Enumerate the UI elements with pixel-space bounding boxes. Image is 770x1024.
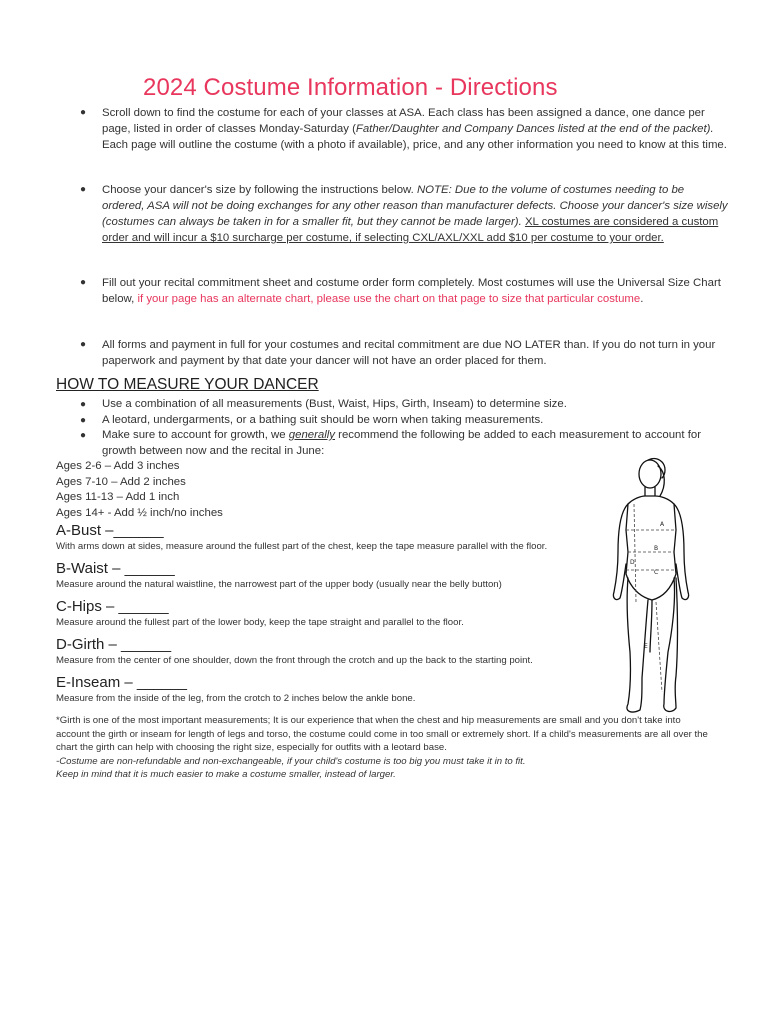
direction-item-4 <box>56 337 728 369</box>
measurement-title: E-Inseam – ______ <box>56 674 187 691</box>
text-segment: Use a combination of all measurements (Bust, Waist, Hips, Girth, Inseam) to determine size. <box>102 398 567 410</box>
measurement-desc: With arms down at sides, measure around the fullest part of the chest, keep the tape measure parallel with the floor. <box>56 541 548 552</box>
text-segment: Scroll down to find the costume for each of your classes at ASA. Each class has been assigned a dance, one dance per page, listed in order of classes Monday-Saturday ( <box>102 107 705 135</box>
direction-item-2 <box>56 182 728 246</box>
measure-heading: HOW TO MEASURE YOUR DANCER <box>56 376 319 393</box>
measure-instructions <box>56 397 716 459</box>
measurement-waist <box>56 560 606 592</box>
text-segment: Each page will outline the costume (with a photo if available), price, and any other information you need to know at this time. <box>102 139 727 151</box>
text-segment: A leotard, undergarments, or a bathing suit should be worn when taking measurements. <box>102 413 544 426</box>
measure-instruction-2 <box>56 413 716 429</box>
text-segment: XL costumes are considered a custom order and will incur a $10 surcharge per costume, if selecting CXL/AXL/XXL add $10 per costume to your order. <box>102 216 719 244</box>
figure-label-c: C <box>654 569 659 576</box>
text-segment: recommend the following be added to each measurement to account for growth between now and the recital in June: <box>102 429 701 457</box>
bullet-dot: ● <box>80 399 87 410</box>
measurement-desc: Measure from the inside of the leg, from the crotch to 2 inches below the ankle bone. <box>56 693 416 704</box>
measurement-figure-illustration <box>590 452 720 722</box>
text-segment: if your page has an alternate chart, please use the chart on that page to size that particular costume <box>137 293 641 305</box>
bullet-dot: ● <box>80 184 87 195</box>
bullet-dot: ● <box>80 277 87 288</box>
notes-section <box>56 714 716 782</box>
measure-instruction-text <box>102 398 567 410</box>
figure-label-b: B <box>654 545 659 552</box>
measure-instruction-text <box>102 414 543 426</box>
text-segment: generally <box>288 429 336 441</box>
note-line: -Costume are non-refundable and non-exchangeable, if your child's costume is too big you must take it in to fit. <box>56 755 526 767</box>
direction-item-3 <box>56 275 728 307</box>
bullet-dot: ● <box>80 339 87 350</box>
direction-text <box>102 107 727 151</box>
text-segment: . <box>640 293 644 305</box>
measurement-girth <box>56 636 604 668</box>
direction-item-1 <box>56 105 728 153</box>
note-line: *Girth is one of the most important measurements; It is our experience that when the chest and hip measurements are small and you don't take into account the girth or inseam for length of legs and torso, the costume could come in too small or extremely short. If a child's measurements are all over the chart the girth can help with choosing the right size, especially for outfits with a leotard base. <box>56 715 708 754</box>
bullet-dot: ● <box>80 430 87 441</box>
measurement-bust <box>56 522 604 554</box>
text-segment: All forms and payment in full for your costumes and recital commitment are due NO LATER than. If you do not turn in your paperwork and payment by that date your dancer will not have an order placed for them. <box>102 339 716 367</box>
note-line: Keep in mind that it is much easier to make a costume smaller, instead of larger. <box>56 769 396 781</box>
figure-label-e: E <box>644 643 648 650</box>
measurement-desc: Measure from the center of one shoulder, down the front through the crotch and up the back to the starting point. <box>56 655 533 666</box>
figure-label-d: D <box>630 559 635 566</box>
age-row: Ages 2-6 – Add 3 inches <box>56 460 180 472</box>
measurement-title: D-Girth – ______ <box>56 636 172 653</box>
age-growth-list <box>56 459 223 521</box>
text-segment: Father/Daughter and Company Dances listed at the end of the packet). <box>355 123 714 135</box>
figure-label-a: A <box>660 521 665 528</box>
bullet-dot: ● <box>80 107 87 118</box>
direction-text <box>102 184 728 244</box>
bullet-dot: ● <box>80 414 87 426</box>
measurement-title: C-Hips – ______ <box>56 598 169 615</box>
text-segment: Choose your dancer's size by following the instructions below. <box>102 184 417 196</box>
age-row: Ages 7-10 – Add 2 inches <box>56 475 186 488</box>
age-row: Ages 14+ - Add ½ inch/no inches <box>56 506 223 519</box>
direction-text <box>102 339 715 367</box>
measurement-title: B-Waist – ______ <box>56 560 175 577</box>
text-segment: Make sure to account for growth, we <box>102 429 289 441</box>
measurement-title: A-Bust –______ <box>56 522 164 539</box>
measurement-desc: Measure around the fullest part of the lower body, keep the tape straight and parallel to the floor. <box>56 617 464 628</box>
age-row: Ages 11-13 – Add 1 inch <box>56 491 180 503</box>
measurement-inseam <box>56 674 606 706</box>
text-segment: NOTE: Due to the volume of costumes needing to be ordered, ASA will not be doing exchanges for any other reason than manufacturer defects. Choose your dancer's size wisely (costumes can always be taken in for a smaller fit, but they cannot be made larger). <box>102 184 728 228</box>
measure-instruction-1 <box>56 397 716 413</box>
text-segment: Fill out your recital commitment sheet and costume order form completely. Most costumes will use the Universal Size Chart below, <box>102 277 721 305</box>
measurement-hips <box>56 598 606 630</box>
measurement-desc: Measure around the natural waistline, the narrowest part of the upper body (usually near the belly button) <box>56 579 502 590</box>
page-title: 2024 Costume Information - Directions <box>143 74 558 101</box>
direction-text <box>102 277 721 305</box>
